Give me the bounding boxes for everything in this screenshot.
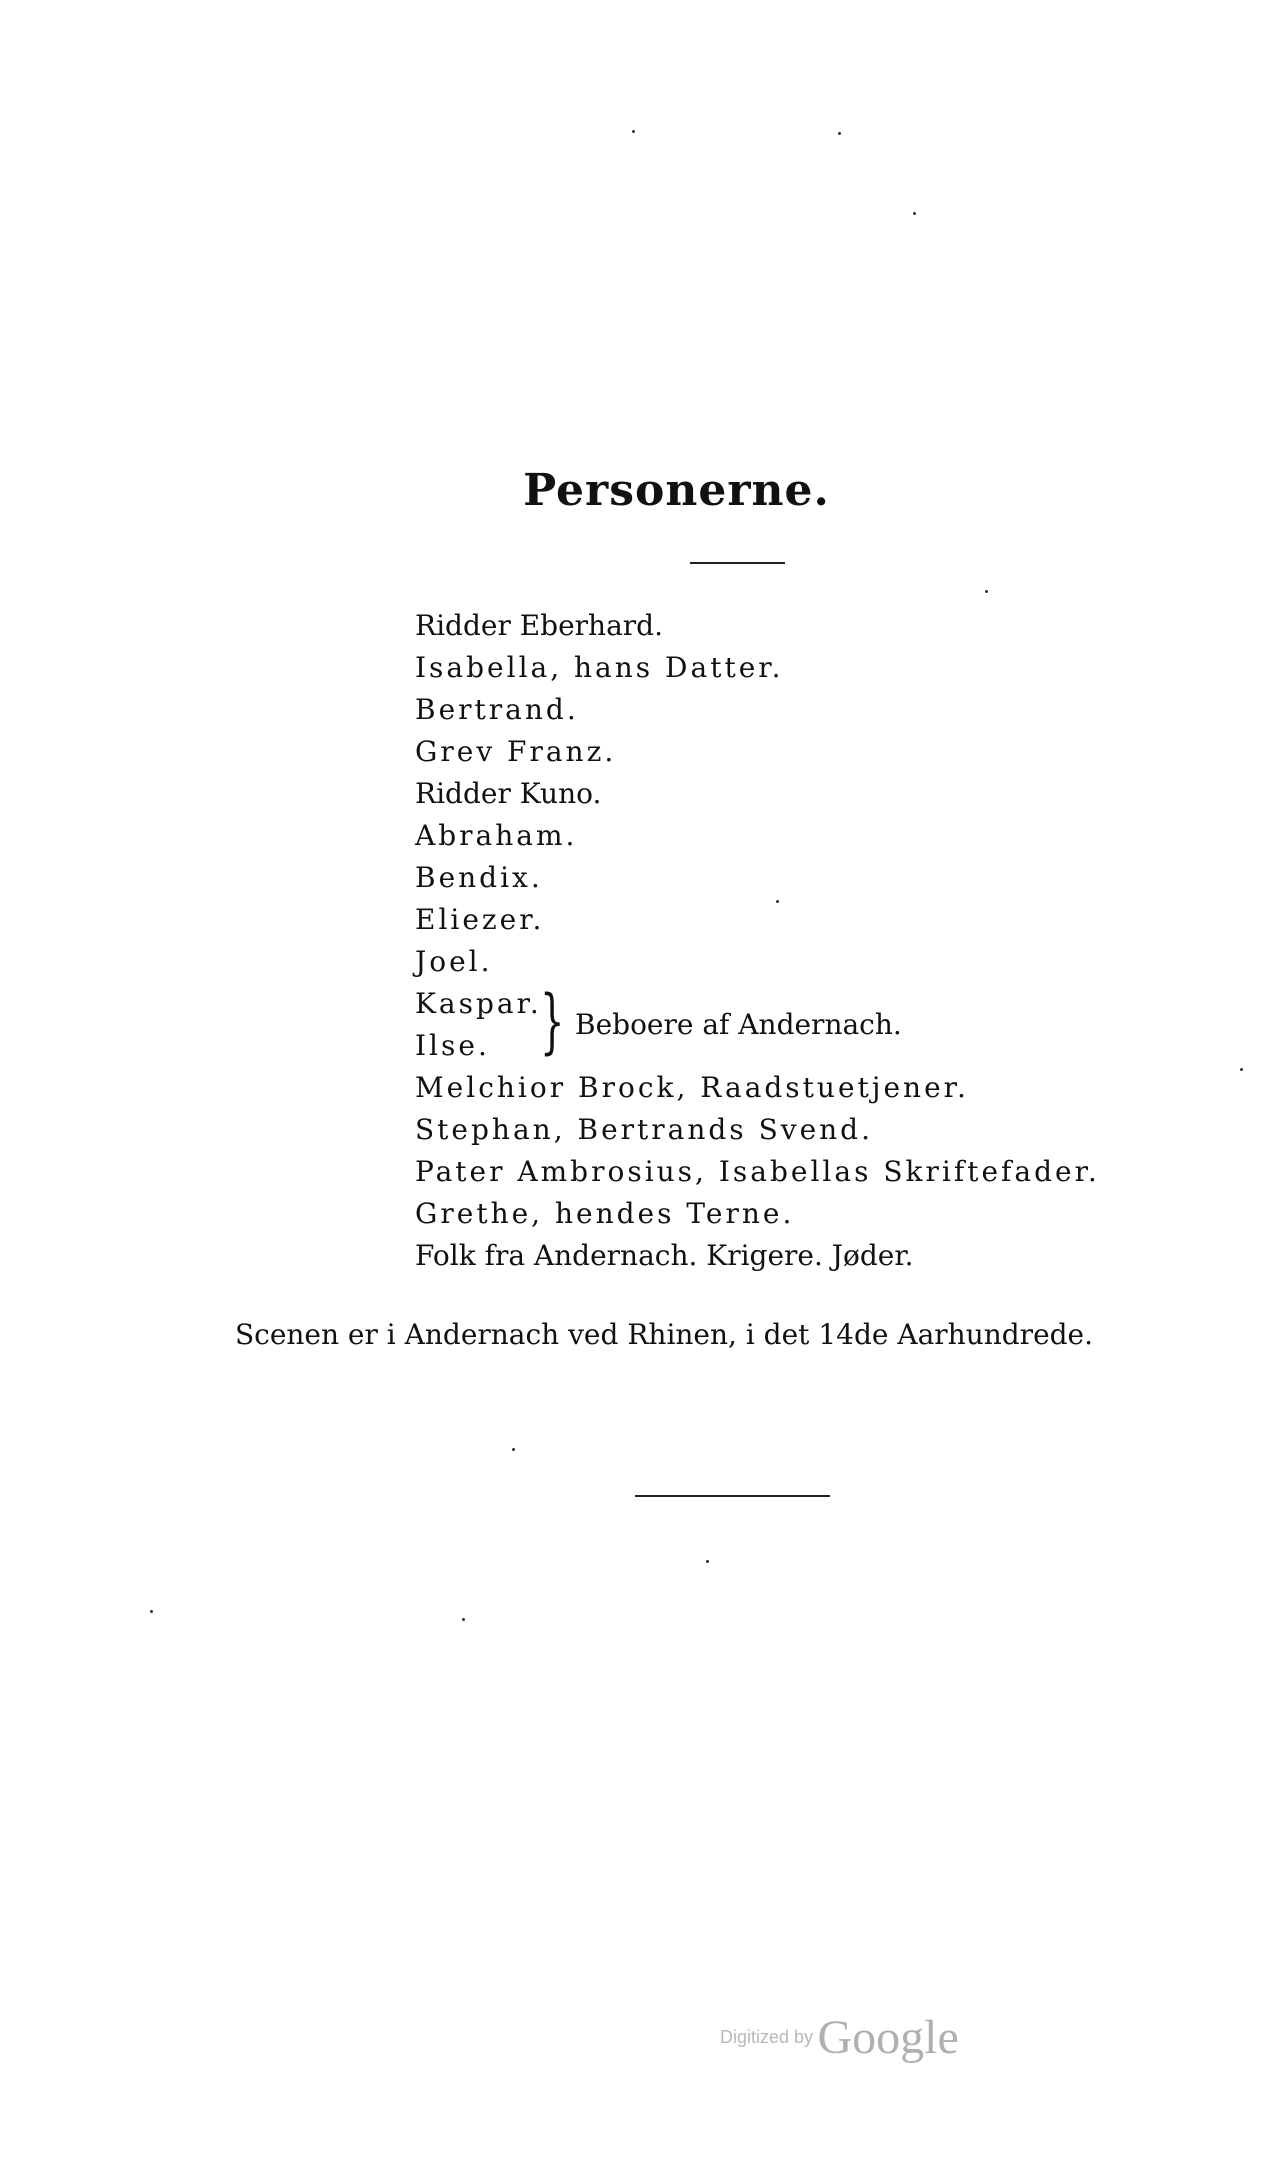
cast-group-names — [415, 983, 542, 1067]
cast-list — [415, 605, 1100, 1277]
cast-item: Ilse. — [415, 1029, 490, 1062]
scan-speck — [1240, 1068, 1243, 1071]
end-rule — [635, 1495, 830, 1497]
title-rule — [690, 562, 785, 564]
scan-speck — [838, 132, 841, 135]
scan-speck — [913, 212, 916, 215]
cast-item: Grev Franz. — [415, 735, 617, 768]
scan-speck — [632, 130, 635, 133]
scan-speck — [150, 1610, 153, 1613]
cast-item: Bendix. — [415, 861, 543, 894]
cast-item: Melchior Brock, Raadstuetjener. — [415, 1071, 969, 1104]
google-logo-text: Google — [817, 2011, 959, 2064]
cast-item: Folk fra Andernach. Krigere. Jøder. — [415, 1239, 914, 1272]
digitized-watermark — [720, 2010, 959, 2065]
cast-item: Stephan, Bertrands Svend. — [415, 1113, 874, 1146]
cast-item: Bertrand. — [415, 693, 579, 726]
cast-item: Pater Ambrosius, Isabellas Skriftefader. — [415, 1155, 1100, 1188]
page-title: Personerne. — [523, 465, 830, 516]
cast-item: Isabella, hans Datter. — [415, 651, 784, 684]
watermark-prefix: Digitized by — [720, 2027, 814, 2047]
cast-item: Joel. — [415, 945, 493, 978]
scan-speck — [462, 1618, 465, 1621]
scan-speck — [985, 590, 988, 593]
scene-note: Scenen er i Andernach ved Rhinen, i det 14de Aarhundrede. — [234, 1318, 1094, 1351]
cast-group-description: Beboere af Andernach. — [575, 1008, 902, 1041]
brace-glyph: } — [540, 980, 565, 1062]
cast-item: Ridder Eberhard. — [415, 609, 663, 642]
cast-group — [415, 980, 1100, 1067]
scan-speck — [512, 1448, 515, 1451]
cast-item: Kaspar. — [415, 987, 542, 1020]
cast-item: Abraham. — [415, 819, 578, 852]
cast-item: Eliezer. — [415, 903, 545, 936]
scan-speck — [776, 900, 779, 903]
cast-item: Ridder Kuno. — [415, 777, 602, 810]
scan-speck — [706, 1560, 709, 1563]
cast-item: Grethe, hendes Terne. — [415, 1197, 795, 1230]
